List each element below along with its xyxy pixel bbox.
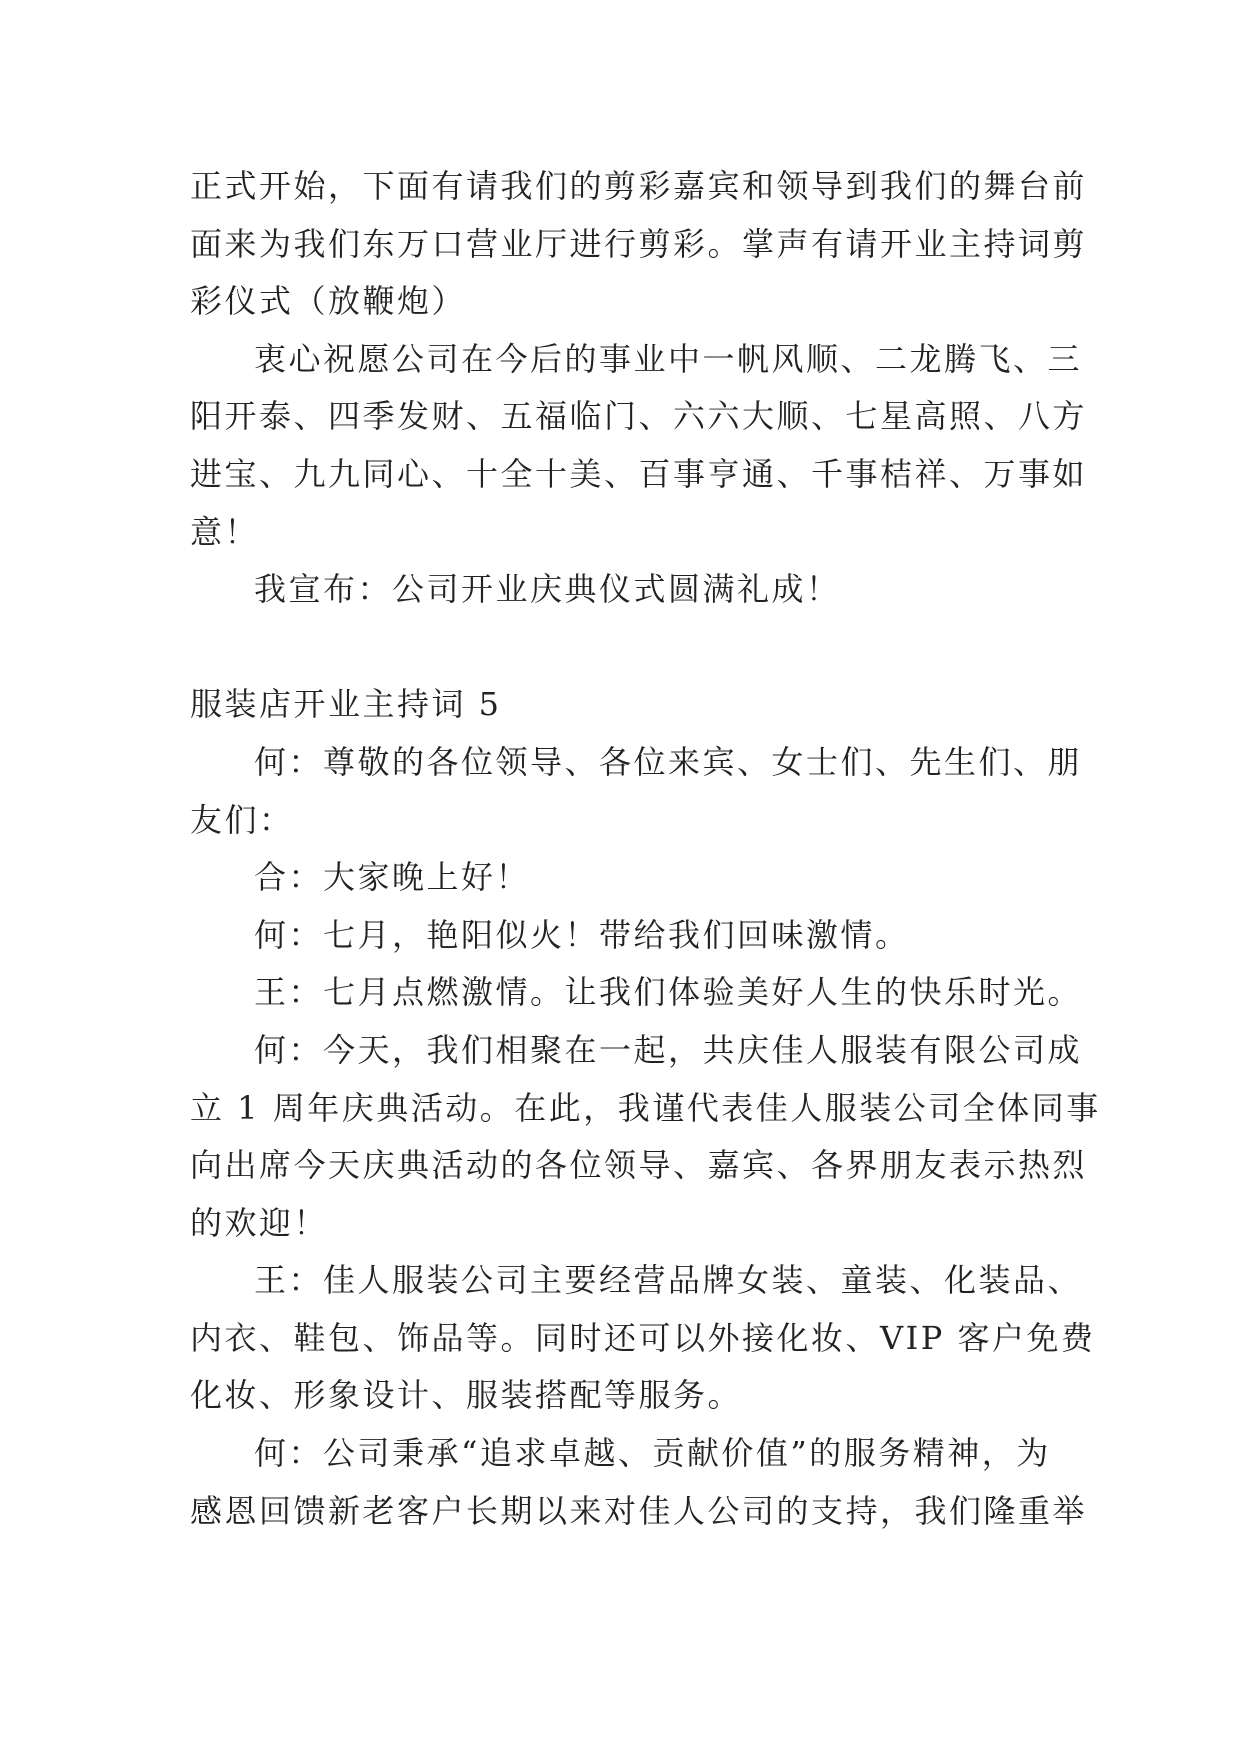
text-line: 王：佳人服装公司主要经营品牌女装、童装、化装品、 [254, 1261, 1083, 1300]
text-line: 友们： [190, 800, 294, 839]
text-line: 内衣、鞋包、饰品等。同时还可以外接化妆、VIP 客户免费 [190, 1318, 1096, 1357]
text-line: 的欢迎！ [190, 1203, 329, 1242]
paragraph-ceremony [190, 158, 1088, 331]
paragraph-announce: 我宣布：公司开业庆典仪式圆满礼成！ [254, 570, 841, 609]
paragraph-greeting [190, 734, 1083, 849]
paragraph-wishes [190, 331, 1088, 561]
document-body [190, 158, 1101, 1540]
paragraph-anniversary [190, 1022, 1101, 1252]
paragraph-spirit [190, 1425, 1088, 1540]
text-line: 面来为我们东万口营业厅进行剪彩。掌声有请开业主持词剪 [190, 224, 1088, 263]
paragraph-business [190, 1252, 1096, 1425]
text-line: 何：公司秉承“追求卓越、贡献价值”的服务精神，为 [254, 1434, 1051, 1473]
text-line: 阳开泰、四季发财、五福临门、六六大顺、七星高照、八方 [190, 397, 1088, 436]
text-line: 感恩回馈新老客户长期以来对佳人公司的支持，我们隆重举 [190, 1491, 1088, 1530]
text-line: 何：尊敬的各位领导、各位来宾、女士们、先生们、朋 [254, 742, 1083, 781]
paragraph-july-wang: 王：七月点燃激情。让我们体验美好人生的快乐时光。 [254, 973, 1083, 1012]
text-line: 正式开始，下面有请我们的剪彩嘉宾和领导到我们的舞台前 [190, 167, 1088, 205]
text-line: 进宝、九九同心、十全十美、百事亨通、千事桔祥、万事如 [190, 454, 1088, 493]
paragraph-together: 合：大家晚上好！ [254, 858, 531, 897]
text-line: 意！ [190, 512, 260, 551]
text-line: 化妆、形象设计、服装搭配等服务。 [190, 1376, 743, 1415]
section-title: 服装店开业主持词 5 [190, 685, 502, 724]
paragraph-july-he: 何：七月，艳阳似火！带给我们回味激情。 [254, 915, 910, 954]
text-line: 彩仪式（放鞭炮） [190, 282, 467, 321]
text-line: 何：今天，我们相聚在一起，共庆佳人服装有限公司成 [254, 1030, 1083, 1069]
text-line: 向出席今天庆典活动的各位领导、嘉宾、各界朋友表示热烈 [190, 1146, 1088, 1185]
section-spacer [190, 619, 1070, 677]
text-line: 立 1 周年庆典活动。在此，我谨代表佳人服装公司全体同事 [190, 1088, 1101, 1127]
text-line: 衷心祝愿公司在今后的事业中一帆风顺、二龙腾飞、三 [254, 339, 1083, 378]
